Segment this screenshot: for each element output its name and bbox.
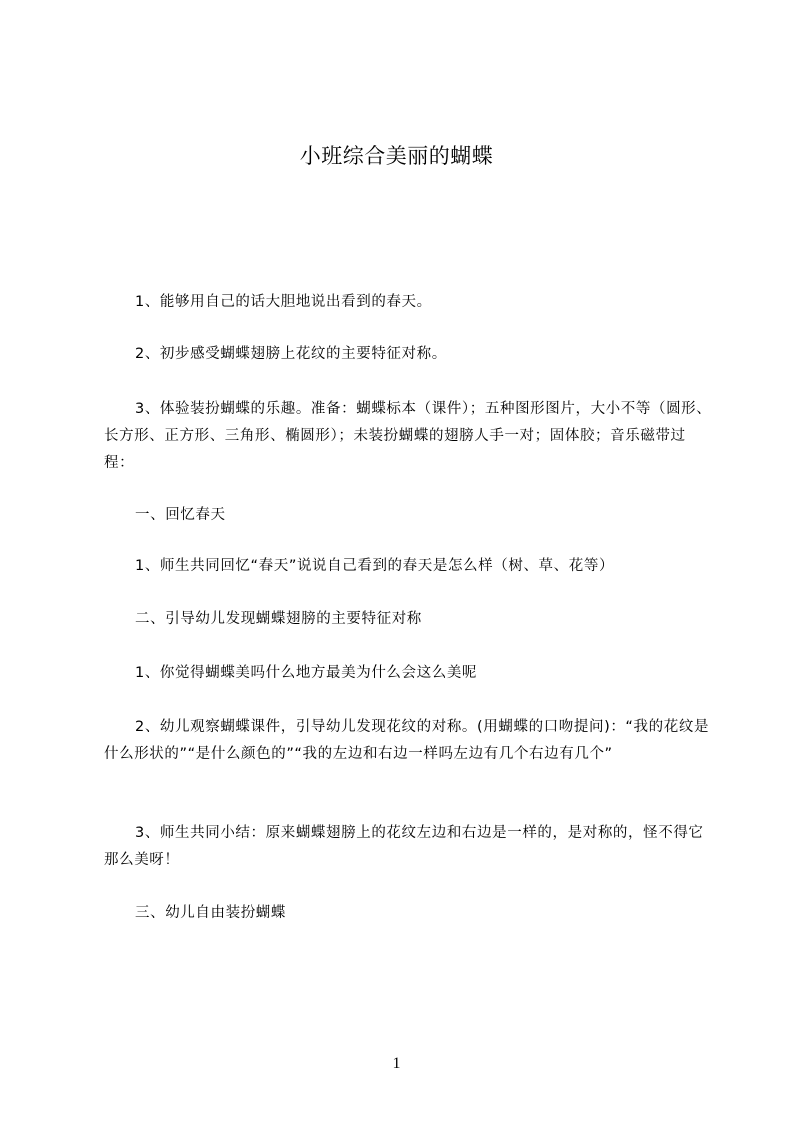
section-heading-2: 二、引导幼儿发现蝴蝶翅膀的主要特征对称: [135, 611, 422, 627]
paragraph-goal-3-preparation: 3、体验装扮蝴蝶的乐趣。准备：蝴蝶标本（课件）；五种图形图片，大小不等（圆形、长方形、正方形、三角形、椭圆形）；未装扮蝴蝶的翅膀人手一对；固体胶；音乐磁带过程：: [104, 401, 712, 471]
section-heading-3: 三、幼儿自由装扮蝴蝶: [135, 905, 286, 921]
document-title: 小班综合美丽的蝴蝶: [299, 144, 494, 168]
paragraph-step-2-3: 3、师生共同小结：原来蝴蝶翅膀上的花纹左边和右边是一样的，是对称的，怪不得它那么美呀！: [104, 825, 704, 868]
paragraph-step-2-2: 2、幼儿观察蝴蝶课件，引导幼儿发现花纹的对称。(用蝴蝶的口吻提问)：“我的花纹是什么形状的”“是什么颜色的”“我的左边和右边一样吗左边有几个右边有几个”: [104, 719, 710, 762]
paragraph-goal-1: 1、能够用自己的话大胆地说出看到的春天。: [135, 294, 432, 310]
section-heading-1: 一、回忆春天: [135, 507, 226, 523]
paragraph-step-1-1: 1、师生共同回忆“春天”说说自己看到的春天是怎么样（树、草、花等）: [135, 558, 615, 574]
paragraph-step-2-1: 1、你觉得蝴蝶美吗什么地方最美为什么会这么美呢: [135, 665, 478, 681]
page-number: 1: [392, 1055, 401, 1072]
paragraph-goal-2: 2、初步感受蝴蝶翅膀上花纹的主要特征对称。: [135, 346, 447, 362]
